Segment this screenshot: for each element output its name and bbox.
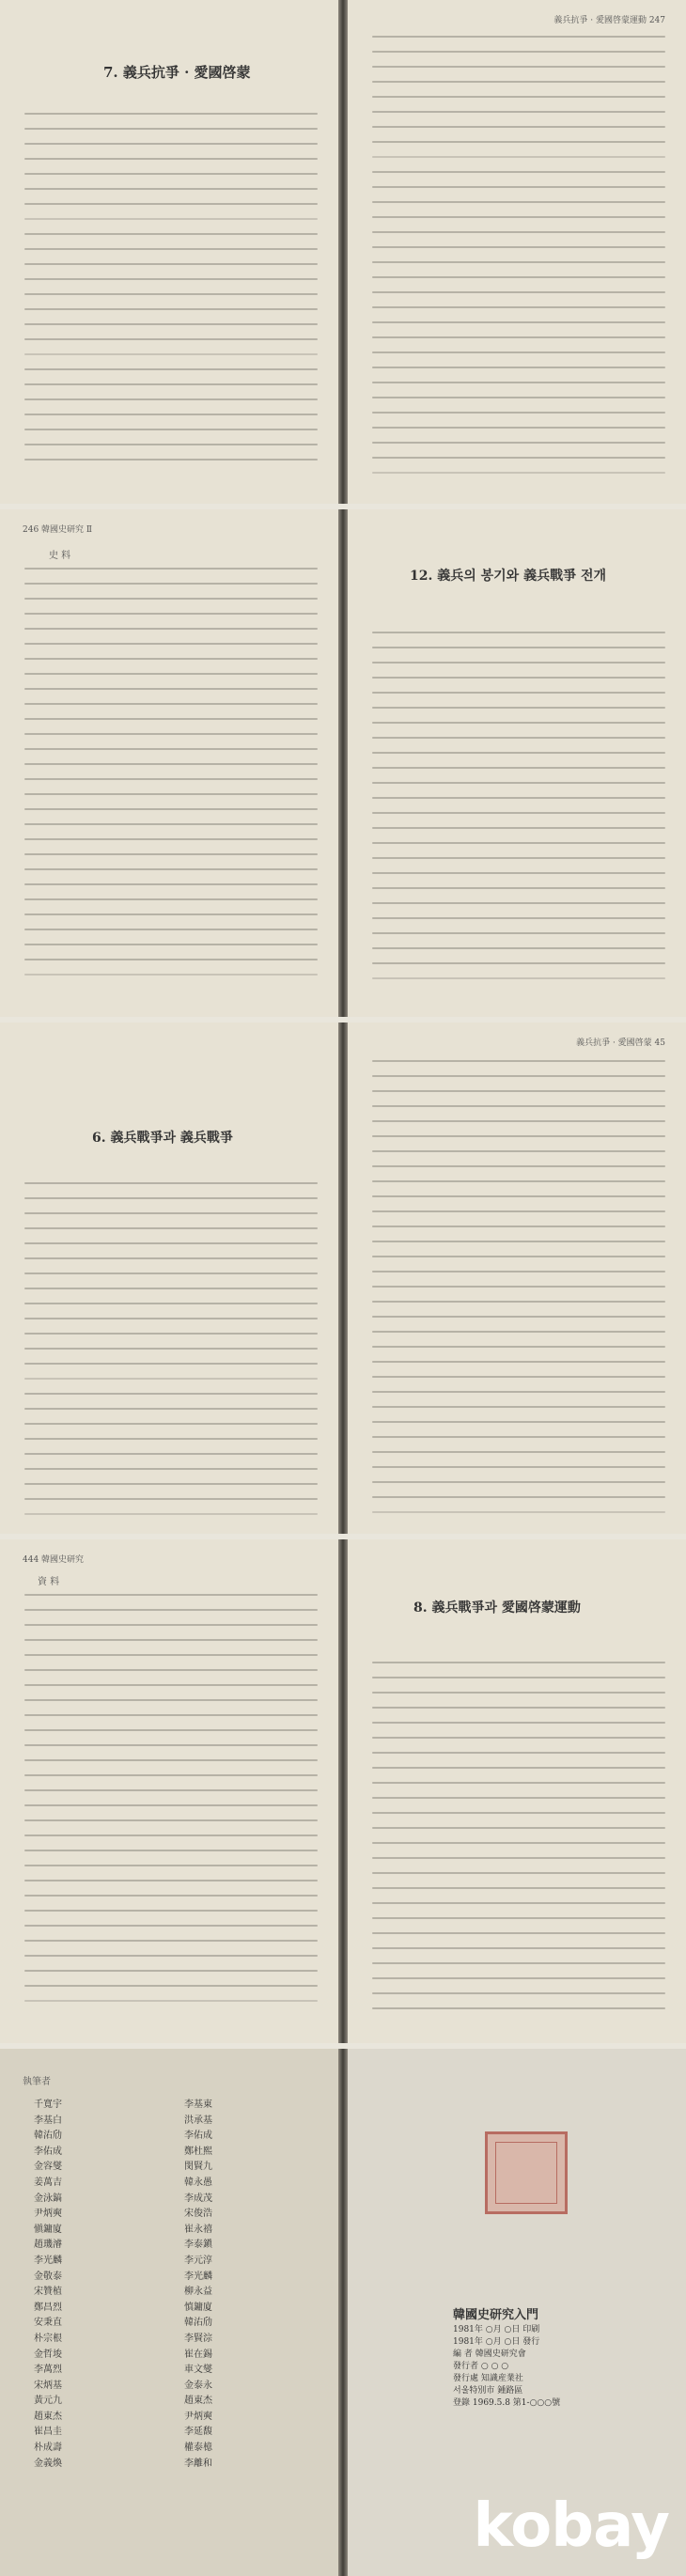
contributor: 尹炳奭 xyxy=(184,2411,212,2422)
colophon-title: 韓國史研究入門 xyxy=(453,2308,539,2322)
contributor: 韓㳓劤 xyxy=(184,2318,212,2329)
contributor: 金敬泰 xyxy=(34,2271,62,2282)
contributor: 崔昌圭 xyxy=(34,2427,62,2438)
contributor: 李基東 xyxy=(184,2100,212,2110)
contributor: 李延馥 xyxy=(184,2427,212,2438)
book-spread-1 xyxy=(0,0,686,504)
contributor: 李成茂 xyxy=(184,2193,212,2204)
kobay-watermark: kobay xyxy=(473,2491,669,2561)
contributor: 慎鏞廈 xyxy=(184,2302,212,2313)
contributor: 黃元九 xyxy=(34,2396,62,2407)
running-head: 義兵抗爭 · 愛國啓蒙 45 xyxy=(576,1038,665,1048)
section-title: 7. 義兵抗爭 · 愛國啓蒙 xyxy=(103,64,251,81)
contributor: 李光麟 xyxy=(184,2271,212,2282)
section-title: 6. 義兵戰爭과 義兵戰爭 xyxy=(92,1131,233,1146)
contributor: 趙璣濬 xyxy=(34,2240,62,2251)
contributor: 李光麟 xyxy=(34,2255,62,2266)
contributor: 韓㳓劤 xyxy=(34,2131,62,2142)
contributor: 李基白 xyxy=(34,2115,62,2126)
section-title: 12. 義兵의 봉기와 義兵戰爭 전개 xyxy=(410,569,606,584)
page-right-1 xyxy=(348,0,686,504)
contributor: 金容燮 xyxy=(34,2162,62,2173)
contributor: 趙東杰 xyxy=(34,2411,62,2422)
contributor: 金哲埈 xyxy=(34,2349,62,2360)
page-left-4 xyxy=(0,1539,338,2043)
page-right-2 xyxy=(348,509,686,1017)
contributors-column-2 xyxy=(184,2098,212,2472)
colophon-line: 登錄 1969.5.8 第1-○○○號 xyxy=(453,2398,561,2408)
contributor: 愼鏞廈 xyxy=(34,2224,62,2235)
running-head: 義兵抗爭 · 愛國啓蒙運動 247 xyxy=(553,16,665,25)
page-left-2 xyxy=(0,509,338,1017)
page-right-4 xyxy=(348,1539,686,2043)
contributor: 車文燮 xyxy=(184,2365,212,2376)
contributor: 千寬宇 xyxy=(34,2100,62,2110)
page-left-5 xyxy=(0,2049,338,2576)
contributor: 朴成壽 xyxy=(34,2443,62,2454)
contributors-header: 執筆者 xyxy=(23,2077,51,2087)
colophon xyxy=(453,2304,652,2408)
contributor: 鄭昌烈 xyxy=(34,2302,62,2313)
subsection-label: 資 料 xyxy=(38,1577,60,1587)
contributor: 韓永愚 xyxy=(184,2177,212,2188)
contributor: 李佑成 xyxy=(184,2131,212,2142)
contributor: 安秉直 xyxy=(34,2318,62,2329)
contributor: 李佑成 xyxy=(34,2146,62,2157)
contributor: 趙東杰 xyxy=(184,2396,212,2407)
contributor: 金義煥 xyxy=(34,2458,62,2469)
contributor: 崔在錫 xyxy=(184,2349,212,2360)
contributor: 鄭杜熙 xyxy=(184,2146,212,2157)
contributor: 宋贊植 xyxy=(34,2287,62,2298)
running-head: 444 韓國史研究 xyxy=(23,1555,85,1565)
contributor: 宋炳基 xyxy=(34,2380,62,2391)
contributor: 宋俊浩 xyxy=(184,2209,212,2220)
colophon-line: 1981年 ○月 ○日 印刷 xyxy=(453,2325,540,2334)
contributor: 金泰永 xyxy=(184,2380,212,2391)
colophon-line: 1981年 ○月 ○日 發行 xyxy=(453,2337,540,2347)
colophon-line: 編 者 韓國史研究會 xyxy=(453,2350,526,2359)
contributor: 柳永益 xyxy=(184,2287,212,2298)
book-spread-4 xyxy=(0,1539,686,2043)
contributor: 朴宗根 xyxy=(34,2333,62,2344)
section-title: 8. 義兵戰爭과 愛國啓蒙運動 xyxy=(413,1600,581,1616)
page-left-3 xyxy=(0,1023,338,1534)
contributor: 閔賢九 xyxy=(184,2162,212,2173)
colophon-line: 發行者 ○ ○ ○ xyxy=(453,2362,509,2371)
contributor: 洪承基 xyxy=(184,2115,212,2126)
contributor: 李離和 xyxy=(184,2458,212,2469)
book-spread-2 xyxy=(0,509,686,1017)
publisher-seal-stamp xyxy=(485,2131,568,2214)
contributor: 李元淳 xyxy=(184,2255,212,2266)
contributor: 李萬烈 xyxy=(34,2365,62,2376)
contributors-column-1 xyxy=(34,2098,62,2472)
subsection-label: 史 料 xyxy=(49,551,71,561)
running-head: 246 韓國史研究 Ⅱ xyxy=(23,525,93,535)
contributor: 李賢淙 xyxy=(184,2333,212,2344)
contributor: 權泰檍 xyxy=(184,2443,212,2454)
page-right-3 xyxy=(348,1023,686,1534)
page-left-1 xyxy=(0,0,338,504)
colophon-line: 發行處 知識産業社 xyxy=(453,2374,523,2383)
contributor: 姜萬吉 xyxy=(34,2177,62,2188)
book-spread-3 xyxy=(0,1023,686,1534)
contributor: 李泰鎭 xyxy=(184,2240,212,2251)
colophon-line: 서울特別市 鍾路區 xyxy=(453,2386,523,2396)
contributor: 尹炳奭 xyxy=(34,2209,62,2220)
contributor: 崔永禧 xyxy=(184,2224,212,2235)
contributor: 金泳鎬 xyxy=(34,2193,62,2204)
